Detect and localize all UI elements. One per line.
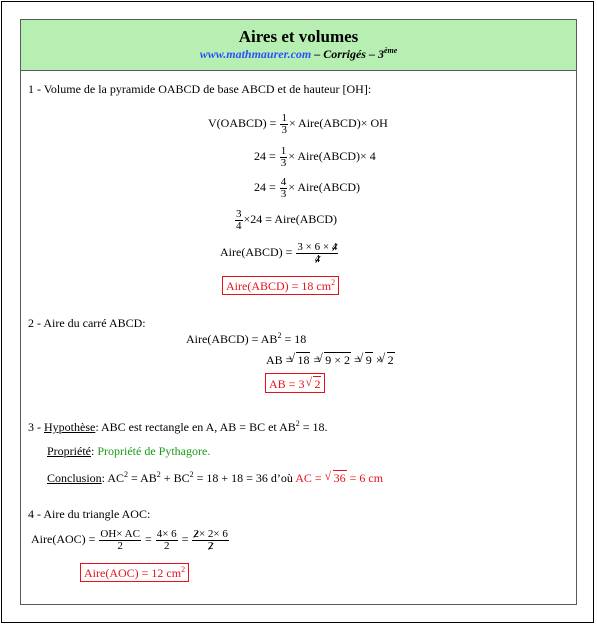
eq: = (141, 532, 155, 546)
fraction (192, 529, 228, 552)
frac-num (192, 529, 228, 541)
q3-num: 3 - (28, 420, 44, 434)
q4-line (31, 523, 230, 555)
q1-l2-rhs: × Aire(ABCD)× 4 (288, 149, 376, 163)
conclusion-mid: = AB (128, 471, 157, 485)
eq: = (178, 532, 192, 546)
q1-l4-rhs: ×24 = Aire(ABCD) (243, 212, 338, 226)
q1-result-box (222, 276, 339, 295)
sup: 2 (189, 470, 194, 479)
sqrt: √ 2 (387, 352, 395, 367)
q3-property (47, 444, 210, 458)
conclusion-result: AC = (295, 471, 325, 485)
sqrt: √ 2 (313, 376, 321, 391)
frac-den: 3 (280, 156, 287, 169)
sqrt: √ 9 (365, 352, 373, 367)
q4-lhs: Aire(AOC) = (31, 532, 99, 546)
fraction (296, 242, 338, 265)
header-subtitle (21, 47, 576, 62)
q1-l2-lhs: 24 = (254, 149, 279, 163)
header-banner (21, 20, 576, 71)
page-title: Aires et volumes (238, 27, 359, 46)
colon: : (91, 444, 98, 458)
q4-result-box (80, 563, 189, 582)
fraction (280, 113, 288, 136)
cancelled-term: 2 (193, 527, 199, 540)
frac-num: 1 (280, 144, 287, 157)
q1-l3-lhs: 24 = (254, 180, 279, 194)
conclusion-label: Conclusion (47, 471, 102, 485)
sup: 2 (156, 470, 161, 479)
cancelled-term: 4 (314, 252, 321, 265)
dash: – (311, 47, 324, 61)
times: × (372, 353, 386, 367)
q1-result: Aire(ABCD) = 18 cm (226, 279, 332, 293)
q1-line4 (234, 204, 337, 234)
frac-den: 3 (281, 123, 287, 136)
hypothesis-text: : ABC est rectangle en A, AB = BC et AB (95, 420, 296, 434)
q2-heading: 2 - Aire du carré ABCD: (28, 316, 146, 330)
corriges-label: Corrigés (323, 47, 366, 61)
sqrt: √ 9 × 2 (324, 352, 351, 367)
property-text: Propriété de Pythagore. (97, 444, 211, 458)
sqrt: √ 18 (296, 352, 310, 367)
frac-num-text: 3 × 6 × (297, 240, 332, 253)
q2-line1 (186, 332, 306, 346)
q1-line3 (254, 172, 360, 202)
frac-den: 4 (236, 219, 242, 232)
site-link[interactable]: www.mathmaurer.com (199, 47, 312, 61)
frac-num: 3 (236, 207, 242, 220)
conclusion-end: = 18 + 18 = 36 d’où (193, 471, 296, 485)
conclusion-text: : AC (101, 471, 125, 485)
q2-result: AB = 3 (269, 377, 305, 391)
frac-num-text: × 2× 6 (198, 527, 228, 540)
cancelled-term: 4 (331, 240, 338, 253)
q1-line2 (254, 141, 376, 171)
frac-den (296, 254, 338, 265)
sup: 2 (124, 470, 129, 479)
frac-den (192, 541, 228, 552)
cancelled-term: 2 (207, 539, 214, 552)
sup: 2 (277, 331, 282, 340)
q2-line2 (266, 352, 395, 367)
q3-hypothesis (28, 420, 328, 434)
frac-num: 1 (281, 111, 287, 124)
hypothesis-label: Hypothèse (44, 420, 96, 434)
property-label: Propriété (47, 444, 91, 458)
q2-l2-a: AB = (266, 353, 296, 367)
q1-line5 (220, 236, 339, 268)
frac-num: 4 (280, 175, 287, 188)
eq: = (351, 353, 364, 367)
q4-heading: 4 - Aire du triangle AOC: (28, 507, 151, 521)
fraction (280, 146, 288, 169)
conclusion-result-end: = 6 cm (346, 471, 384, 485)
q1-line1 (208, 108, 388, 138)
conclusion-mid2: + BC (160, 471, 190, 485)
level-sup: ème (383, 46, 398, 55)
frac-den: 2 (117, 539, 123, 552)
eq: = (310, 353, 324, 367)
sup: 2 (295, 419, 300, 428)
q4-result-sup: 2 (181, 565, 186, 574)
fraction (280, 177, 288, 200)
q1-l5-lhs: Aire(ABCD) = (220, 245, 296, 259)
frac-num: OH× AC (100, 527, 140, 540)
worksheet (20, 19, 577, 605)
q1-l1-lhs: V(OABCD) = (208, 116, 280, 130)
frac-den: 3 (280, 187, 287, 200)
fraction (99, 529, 141, 552)
level-label: – 3 (365, 47, 384, 61)
sqrt: √ 36 (333, 470, 347, 485)
q3-conclusion (47, 470, 383, 485)
q2-result-box (265, 373, 325, 393)
q1-l1-rhs: × Aire(ABCD)× OH (288, 116, 388, 130)
q1-l3-rhs: × Aire(ABCD) (288, 180, 361, 194)
frac-num (296, 242, 338, 254)
q4-result: Aire(AOC) = 12 cm (84, 566, 182, 580)
hypothesis-end: = 18. (299, 420, 328, 434)
q2-l1-end: = 18 (281, 332, 307, 346)
q2-l1: Aire(ABCD) = AB (186, 332, 278, 346)
q1-heading: 1 - Volume de la pyramide OABCD de base ABCD et de hauteur [OH]: (28, 82, 372, 96)
frac-num: 4× 6 (156, 527, 177, 540)
fraction (235, 209, 243, 232)
frac-den: 2 (163, 539, 170, 552)
fraction (156, 529, 178, 552)
q1-result-sup: 2 (331, 278, 336, 287)
